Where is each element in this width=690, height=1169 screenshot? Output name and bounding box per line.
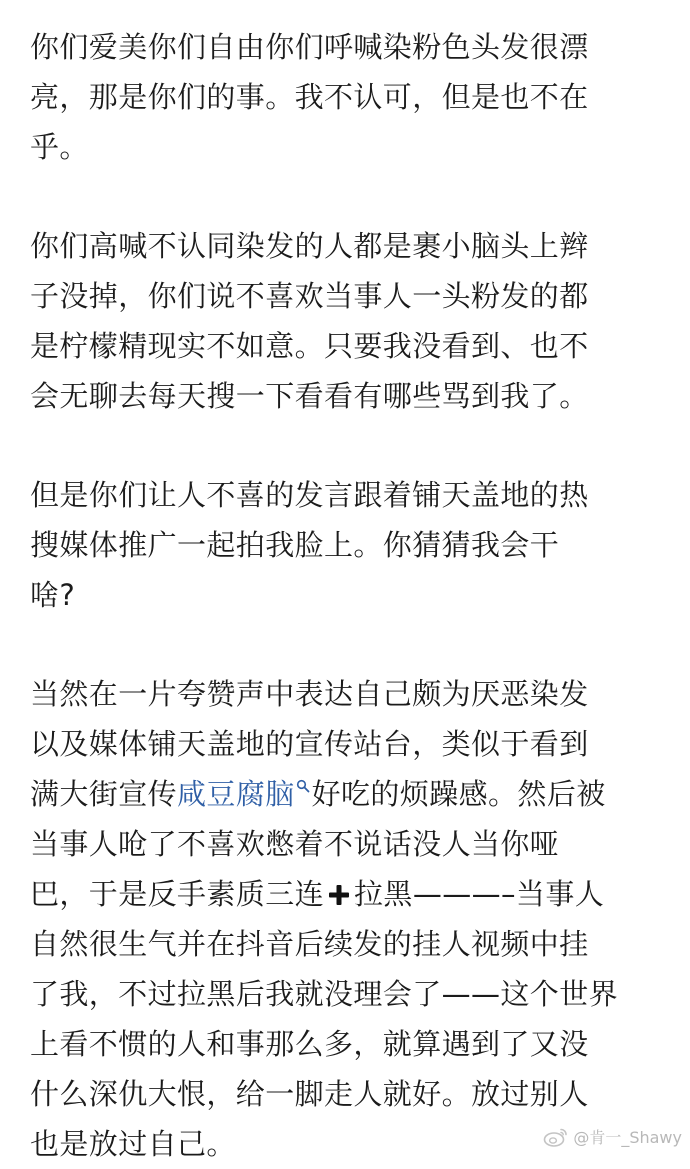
paragraph-line: 上看不惯的人和事那么多，就算遇到了又没 [30,1027,589,1061]
paragraph-line: 啥? [30,578,76,612]
plus-icon [328,884,350,906]
paragraph-line: 是柠檬精现实不如意。只要我没看到、也不 [30,329,589,363]
paragraph-2 [30,221,662,421]
paragraph-line: 亮，那是你们的事。我不认可，但是也不在 [30,80,589,114]
paragraph-4 [30,669,662,1169]
search-link-xian-doufunao[interactable]: 咸豆腐脑 [177,777,295,811]
paragraph-line: 当事人呛了不喜欢憋着不说话没人当你哑 [30,827,560,861]
paragraph-line: 乎。 [30,130,89,164]
paragraph-line: 什么深仇大恨，给一脚走人就好。放过别人 [30,1077,589,1111]
paragraph-line: 以及媒体铺天盖地的宣传站台，类似于看到 [30,727,589,761]
paragraph-3 [30,470,662,620]
search-icon[interactable] [296,779,310,793]
watermark-text: @肯一_Shawy [573,1128,682,1147]
paragraph-1 [30,22,662,172]
weibo-icon [543,1126,569,1148]
paragraph-line [30,769,662,819]
line-text: 满大街宣传 [30,777,178,811]
paragraph-line: 了我，不过拉黑后我就没理会了——这个世界 [30,977,619,1011]
paragraph-line: 自然很生气并在抖音后续发的挂人视频中挂 [30,927,589,961]
paragraph-line: 你们爱美你们自由你们呼喊染粉色头发很漂 [30,30,589,64]
paragraph-line: 当然在一片夸赞声中表达自己颇为厌恶染发 [30,677,589,711]
weibo-watermark [543,1125,682,1148]
paragraph-line: 搜媒体推广一起拍我脸上。你猜猜我会干 [30,528,560,562]
paragraph-line [30,869,662,919]
line-text: 好吃的烦躁感。然后被 [311,777,606,811]
paragraph-line: 也是放过自己。 [30,1127,236,1161]
article-body [30,22,662,1169]
line-text: 拉黑———–当事人 [354,877,605,911]
paragraph-line: 你们高喊不认同染发的人都是裹小脑头上辫 [30,229,589,263]
paragraph-line: 子没掉，你们说不喜欢当事人一头粉发的都 [30,279,589,313]
line-text: 巴，于是反手素质三连 [30,877,325,911]
paragraph-line: 会无聊去每天搜一下看看有哪些骂到我了。 [30,379,589,413]
paragraph-line: 但是你们让人不喜的发言跟着铺天盖地的热 [30,478,589,512]
